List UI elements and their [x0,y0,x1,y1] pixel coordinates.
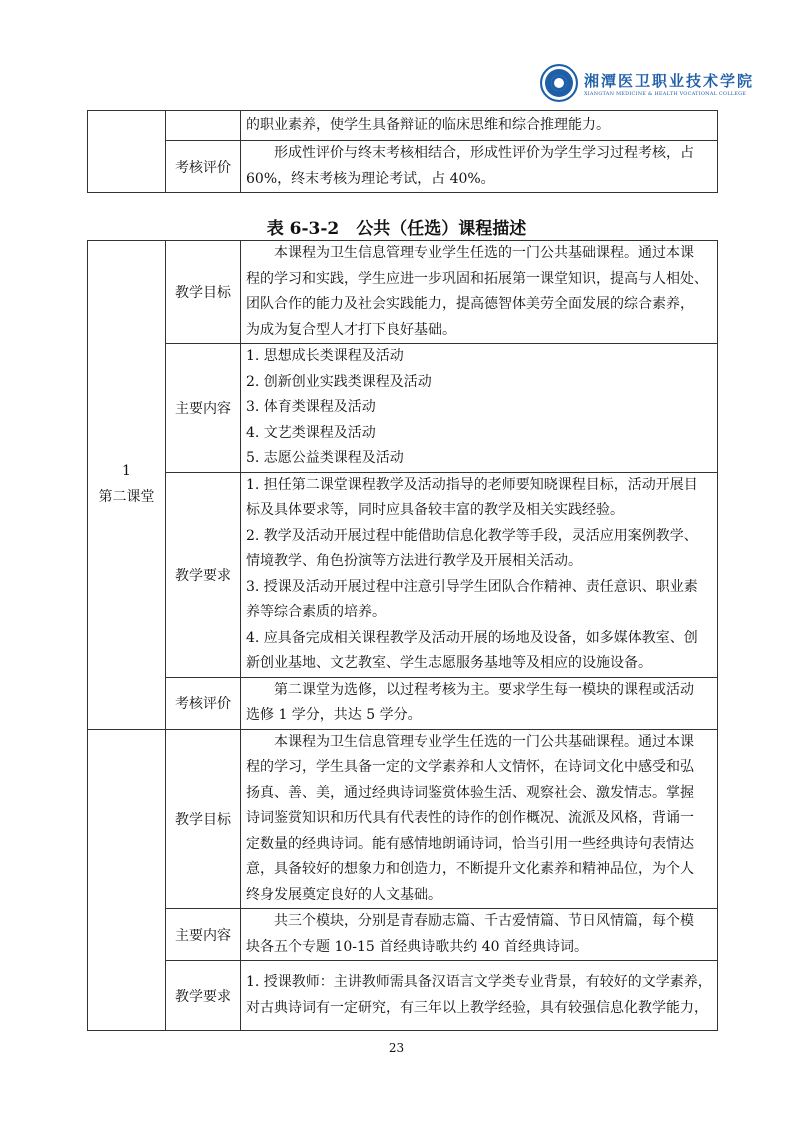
course-name-cell [88,241,166,730]
content-cell [241,241,718,344]
list-item: 4. 文艺类课程及活动 [246,424,376,441]
content-cell [241,729,718,909]
text-line: 诗词鉴赏知识和历代具有代表性的诗作的创作概况、流派及风格，背诵一 [246,810,694,826]
text-line: 扬真、善、美，通过经典诗词鉴赏体验生活、观察社会、激发情志。掌握 [246,784,694,801]
content-cell [241,472,718,677]
row-label: 教学要求 [166,472,241,677]
course-name-cell [88,729,166,1031]
group-cell [88,111,166,193]
text-line: 本课程为卫生信息管理专业学生任选的一门公共基础课程。通过本课 [274,733,694,750]
table-row [88,111,718,141]
text-line: 4. 应具备完成相关课程教学及活动开展的场地及设备，如多媒体教室、创 [246,629,698,646]
college-seal-icon [540,64,578,102]
table-row [88,729,718,909]
text-line: 程的学习和实践，学生应进一步巩固和拓展第一课堂知识，提高与人相处、 [246,270,708,287]
text-line: 标及具体要求等，同时应具备较丰富的教学及相关实践经验。 [246,502,624,518]
table-row [88,344,718,473]
text-line: 块各五个专题 10-15 首经典诗歌共约 40 首经典诗词。 [246,938,588,955]
list-item: 1. 思想成长类课程及活动 [246,348,404,364]
page-number: 23 [388,1041,405,1055]
text-line: 终身发展奠定良好的人文基础。 [246,886,442,903]
text-line: 养等综合素质的培养。 [246,604,386,620]
table-row [88,241,718,344]
text-line: 本课程为卫生信息管理专业学生任选的一门公共基础课程。通过本课 [274,245,694,261]
content-cell [241,111,718,141]
text-line: 为成为复合型人才打下良好基础。 [246,321,456,338]
table-row [88,472,718,677]
content-cell [241,961,718,1031]
list-item: 2. 创新创业实践类课程及活动 [246,373,432,390]
content-cell [241,677,718,729]
row-label: 主要内容 [166,909,241,961]
text-line: 3. 授课及活动开展过程中注意引导学生团队合作精神、责任意识、职业素 [246,578,698,595]
row-label: 教学目标 [166,241,241,344]
content-cell [241,344,718,473]
table-row [88,141,718,193]
row-label: 教学目标 [166,729,241,909]
list-item: 3. 体育类课程及活动 [246,399,376,415]
row-label: 教学要求 [166,961,241,1031]
logo-english-name: XIANGTAN MEDICINE & HEALTH VOCATIONAL COLLEGE [584,90,747,97]
table-row [88,677,718,729]
list-item: 5. 志愿公益类课程及活动 [246,450,404,466]
text-line: 1. 授课教师：主讲教师需具备汉语言文学类专业背景，有较好的文学素养， [246,974,712,990]
text-line: 定数量的经典诗词。能有感情地朗诵诗词，恰当引用一些经典诗句表情达 [246,835,694,852]
text-line: 2. 教学及活动开展过程中能借助信息化教学等手段，灵活应用案例教学、 [246,527,698,544]
content-cell [241,909,718,961]
text-line: 第二课堂为选修，以过程考核为主。要求学生每一模块的课程或活动 [274,681,694,698]
row-label: 考核评价 [166,677,241,729]
row-label: 主要内容 [166,344,241,473]
table-row [88,961,718,1031]
text-line: 选修 1 学分，共达 5 学分。 [246,707,422,723]
table-continued [87,110,718,193]
text-line: 对古典诗词有一定研究，有三年以上教学经验，具有较强信息化教学能力， [246,999,708,1016]
text-line: 共三个模块，分别是青春励志篇、千古爱情篇、节日风情篇，每个模 [274,913,694,929]
course-number: 1 [122,463,131,480]
course-description-table [87,240,718,1031]
college-logo [540,64,754,102]
text-line: 1. 担任第二课堂课程教学及活动指导的老师要知晓课程目标，活动开展目 [246,476,698,493]
row-label: 考核评价 [166,141,241,193]
text-line: 程的学习，学生具备一定的文学素养和人文情怀，在诗词文化中感受和弘 [246,759,694,775]
text-line: 团队合作的能力及社会实践能力，提高德智体美劳全面发展的综合素养， [246,296,694,312]
text-line: 新创业基地、文艺教室、学生志愿服务基地等及相应的设施设备。 [246,655,652,671]
table-title: 表 6-3-2 公共（任选）课程描述 [266,219,527,239]
content-cell [241,141,718,193]
course-name: 第二课堂 [98,488,155,505]
logo-chinese-name: 湘潭医卫职业技术学院 [584,71,755,90]
text-line: 意，具备较好的想象力和创造力，不断提升文化素养和精神品位，为个人 [246,861,694,877]
text-line: 的职业素养，使学生具备辩证的临床思维和综合推理能力。 [246,116,610,133]
text-line: 情境教学、角色扮演等方法进行教学及开展相关活动。 [246,553,582,569]
table-row [88,909,718,961]
text-line: 形成性评价与终末考核相结合，形成性评价为学生学习过程考核，占 [274,145,694,161]
text-line: 60%，终末考核为理论考试，占 40%。 [246,170,495,187]
label-cell [166,111,241,141]
